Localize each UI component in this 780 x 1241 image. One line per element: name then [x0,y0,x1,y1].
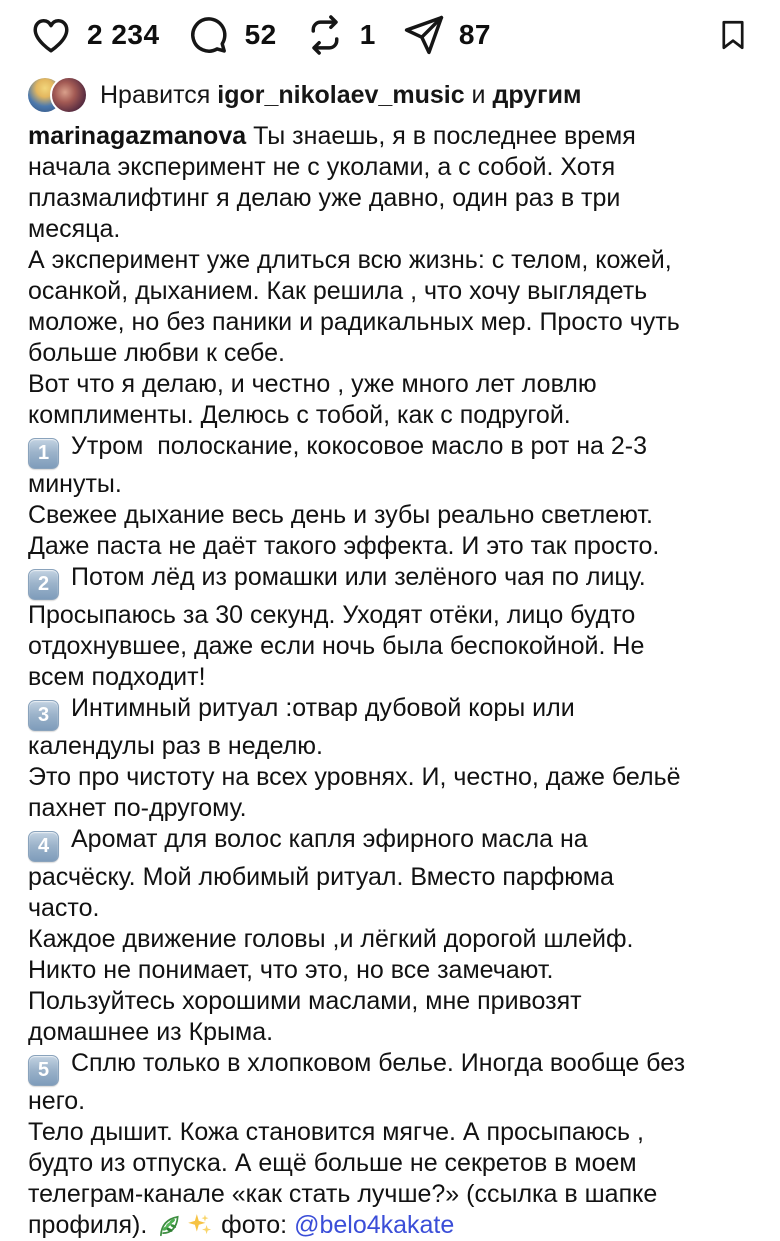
caption-line: отдохнувшее, даже если ночь была беспокойной. Не [28,632,645,660]
caption-line: Просыпаюсь за 30 секунд. Уходят отёки, лицо будто [28,601,636,629]
repost-group [303,13,376,57]
liked-by-row [0,77,780,113]
caption-line: осанкой, дыханием. Как решила , что хочу выглядеть [28,277,648,305]
caption-line: моложе, но без паники и радикальных мер. Просто чуть [28,308,680,336]
caption-line: домашнее из Крыма. [28,1018,274,1046]
caption-line: Пользуйтесь хорошими маслами, мне привозят [28,987,582,1015]
caption-line: плазмалифтинг я делаю уже давно, один раз в три [28,184,621,212]
caption-line: А эксперимент уже длиться всю жизнь: с телом, кожей, [28,246,672,274]
caption-lines [28,121,768,1241]
caption-line: всем подходит! [28,663,206,691]
keycap-3-icon: 3 [28,700,59,731]
caption-line: Свежее дыхание весь день и зубы реально светлеют. [28,501,653,529]
sparkles-icon [186,1212,212,1238]
caption-line: Вот что я делаю, и честно , уже много лет ловлю [28,370,597,398]
keycap-1-icon: 1 [28,438,59,469]
caption-line: начала эксперимент не с уколами, а с собой. Хотя [28,153,616,181]
share-group [402,13,491,57]
caption-line: комплименты. Делюсь с тобой, как с подругой. [28,401,571,429]
like-group [28,13,160,57]
avatar[interactable] [50,76,88,114]
liker-username-link[interactable]: igor_nikolaev_music [217,80,465,109]
action-bar [0,0,780,60]
caption-line: будто из отпуска. А ещё больше не секретов в моем [28,1149,637,1177]
liked-by-prefix: Нравится [100,80,218,109]
share-count[interactable]: 87 [458,19,491,50]
caption [0,121,780,1241]
repost-icon[interactable] [303,13,347,57]
caption-username-link[interactable]: marinagazmanova [28,122,247,150]
caption-line: больше любви к себе. [28,339,285,367]
liked-by-text [100,81,581,110]
caption-line: Тело дышит. Кожа становится мягче. А просыпаюсь , [28,1118,644,1146]
keycap-4-icon: 4 [28,831,59,862]
keycap-2-icon: 2 [28,569,59,600]
caption-line: минуты. [28,470,122,498]
comment-group [186,13,277,57]
liked-by-others-link[interactable]: другим [492,80,582,109]
share-icon[interactable] [402,13,446,57]
caption-line: 2 Потом лёд из ромашки или зелёного чая по лицу. [28,562,768,600]
mention-link[interactable]: @belo4kakate [294,1211,455,1239]
repost-count[interactable]: 1 [359,19,376,50]
caption-line: пахнет по-другому. [28,794,247,822]
comment-count[interactable]: 52 [244,19,277,50]
caption-line: 1 Утром полоскание, кокосовое масло в рот на 2-3 [28,431,768,469]
heart-icon[interactable] [28,13,74,57]
caption-line: Каждое движение головы ,и лёгкий дорогой шлейф. [28,925,634,953]
like-count[interactable]: 2 234 [87,19,160,50]
caption-line: Даже паста не даёт такого эффекта. И это так просто. [28,532,660,560]
caption-line: Никто не понимает, что это, но все замечают. [28,956,554,984]
caption-line: 5 Сплю только в хлопковом белье. Иногда вообще без [28,1048,768,1086]
bookmark-icon[interactable] [716,14,750,56]
caption-line: marinagazmanova Ты знаешь, я в последнее время [28,122,636,150]
herb-icon [156,1212,182,1238]
caption-line: профиля). фото: @belo4kakate [28,1211,455,1239]
caption-line: часто. [28,894,100,922]
caption-line: телеграм-канале «как стать лучше?» (ссылка в шапке [28,1180,658,1208]
comment-icon[interactable] [186,13,232,57]
caption-line: расчёску. Мой любимый ритуал. Вместо парфюма [28,863,614,891]
caption-line: месяца. [28,215,121,243]
caption-line: него. [28,1087,86,1115]
caption-line: 3 Интимный ритуал :отвар дубовой коры или [28,693,768,731]
caption-line: календулы раз в неделю. [28,732,323,760]
keycap-5-icon: 5 [28,1055,59,1086]
liked-by-conjunction: и [464,80,493,109]
liker-avatars[interactable] [28,76,88,114]
caption-line: 4 Аромат для волос капля эфирного масла на [28,824,768,862]
caption-line: Это про чистоту на всех уровнях. И, честно, даже бельё [28,763,681,791]
